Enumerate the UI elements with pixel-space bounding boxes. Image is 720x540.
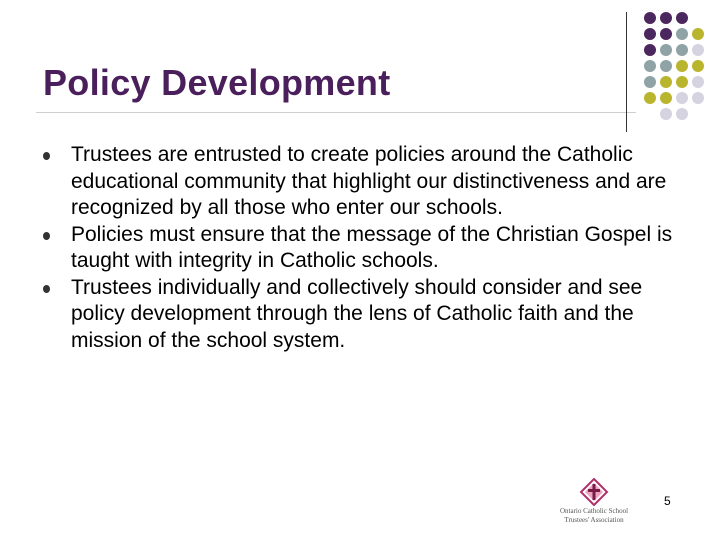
- dot: [644, 92, 656, 104]
- bullet-marker: [43, 232, 50, 240]
- logo-text-line2: Trustees' Association: [564, 516, 624, 524]
- dot: [676, 12, 688, 24]
- bullet-text: Trustees are entrusted to create policies around the Catholic educational community that highlight our distinctiveness and are recognized by all those who enter our schools.: [71, 143, 667, 219]
- bullet-marker: [43, 285, 50, 293]
- dot: [660, 12, 672, 24]
- dot: [660, 92, 672, 104]
- vertical-divider: [626, 12, 627, 132]
- dot: [644, 12, 656, 24]
- dot: [676, 44, 688, 56]
- dot: [644, 28, 656, 40]
- dot: [660, 76, 672, 88]
- dot: [692, 60, 704, 72]
- page-number: 5: [664, 494, 671, 508]
- title-underline: [36, 112, 636, 113]
- dot: [692, 92, 704, 104]
- bullet-item: [43, 275, 693, 355]
- dot: [676, 60, 688, 72]
- slide-title: Policy Development: [43, 62, 391, 103]
- dot: [692, 28, 704, 40]
- dot: [692, 76, 704, 88]
- association-logo: [552, 478, 636, 526]
- dot: [676, 76, 688, 88]
- dot: [660, 60, 672, 72]
- dot: [676, 92, 688, 104]
- bullet-text: Policies must ensure that the message of the Christian Gospel is taught with integrity in Catholic schools.: [71, 222, 673, 272]
- dot: [644, 60, 656, 72]
- decorative-dot-grid: [640, 10, 720, 140]
- dot: [644, 76, 656, 88]
- bullet-item: [43, 142, 693, 222]
- bullet-marker: [43, 152, 50, 160]
- bullet-list: [43, 142, 693, 354]
- logo-text-line1: Ontario Catholic School: [559, 507, 629, 515]
- dot: [660, 44, 672, 56]
- dot: [660, 28, 672, 40]
- dot: [692, 44, 704, 56]
- bullet-text: Trustees individually and collectively should consider and see policy development through the lens of Catholic faith and the mission of the school system.: [71, 275, 643, 352]
- bullet-item: [43, 222, 693, 275]
- dot: [644, 44, 656, 56]
- cross-emblem-icon: [552, 478, 636, 506]
- dot: [660, 108, 672, 120]
- dot: [676, 28, 688, 40]
- dot: [676, 108, 688, 120]
